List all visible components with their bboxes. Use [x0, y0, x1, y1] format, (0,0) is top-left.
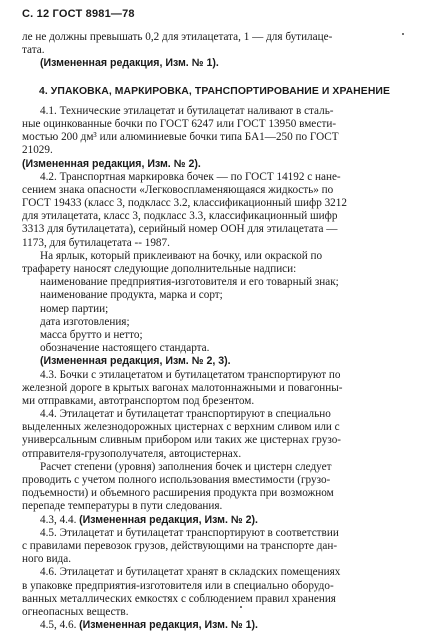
amendment-note-prefix: 4.5, 4.6.	[40, 619, 77, 632]
calculation-line: Расчет степени (уровня) заполнения бочек и цистерн следует	[40, 460, 332, 473]
label-list-item: наименование предприятия-изготовителя и его товарный знак;	[40, 276, 339, 289]
label-list-item: номер партии;	[40, 302, 109, 315]
amendment-note: (Измененная редакция, Изм. № 2).	[79, 513, 258, 526]
paragraph-4-1-line: мостью 200 дм³ или алюминиевые бочки типа БА1—250 по ГОСТ	[22, 131, 339, 144]
section-title: 4. УПАКОВКА, МАРКИРОВКА, ТРАНСПОРТИРОВАНИЕ И ХРАНЕНИЕ	[38, 85, 391, 97]
label-list-item: масса брутто и нетто;	[40, 328, 143, 341]
paragraph-4-1-line: 21029.	[22, 144, 53, 157]
paragraph-4-2-line: сением знака опасности «Легковоспламеняющаяся жидкость» по	[22, 183, 334, 196]
label-list-item: обозначение настоящего стандарта.	[40, 342, 210, 355]
paragraph-4-2-line: ГОСТ 19433 (класс 3, подкласс 3.2, классификационный шифр 3212	[22, 197, 347, 210]
text-line: ле не должны превышать 0,2 для этилацетата, 1 — для бутилаце-	[22, 31, 333, 43]
paragraph-4-2-line: 3313 для бутилацетата), серийный номер ООН для этилацетата —	[22, 223, 338, 236]
label-intro-line: трафарету наносят следующие дополнительные надписи:	[22, 263, 297, 276]
label-list-item: наименование продукта, марка и сорт;	[40, 289, 223, 302]
paragraph-4-6-line: в упаковке предприятия-изготовителя или в специально оборудо-	[22, 579, 334, 592]
paragraph-4-1-line: 4.1. Технические этилацетат и бутилацетат наливают в сталь-	[40, 104, 334, 117]
amendment-note-prefix: 4.3, 4.4.	[40, 513, 77, 526]
page-header: С. 12 ГОСТ 8981—78	[22, 8, 135, 20]
amendment-note-line	[22, 619, 407, 632]
calculation-line: проводить с учетом полного использования вместимости (грузо-	[22, 474, 331, 487]
paragraph-4-2-line: для этилацетата, класс 3, подкласс 3.3, классификационный шифр	[22, 210, 338, 223]
text-line: тата.	[22, 44, 45, 57]
paragraph-4-3-line: 4.3. Бочки с этилацетатом и бутилацетатом транспортируют по	[40, 368, 341, 381]
paragraph-4-6-line: 4.6. Этилацетат и бутилацетат хранят в складских помещениях	[40, 566, 341, 579]
paragraph-4-4-line: 4.4. Этилацетат и бутилацетат транспортируют в специально	[40, 408, 331, 421]
amendment-note: (Измененная редакция, Изм. № 1).	[40, 57, 219, 70]
paragraph-4-6-line: огнеопасных веществ.	[22, 605, 129, 618]
scan-speck	[402, 33, 404, 35]
calculation-line: перепаде температуры в пути следования.	[22, 500, 223, 513]
amendment-note: (Измененная редакция, Изм. № 2).	[22, 157, 201, 170]
paragraph-4-4-line: выделенных железнодорожных цистернах с верхним сливом или с	[22, 421, 340, 434]
paragraph-4-5-line: ного вида.	[22, 553, 72, 566]
paragraph-4-2-line: 1173, для бутилацетата -- 1987.	[22, 236, 170, 249]
calculation-line: подъемности) и объемного расширения продукта при возможном	[22, 487, 334, 500]
label-list-item: дата изготовления;	[40, 315, 130, 328]
label-intro-line: На ярлык, который приклеивают на бочку, или окраской по	[40, 249, 323, 262]
paragraph-4-5-line: с правилами перевозок грузов, действующими на транспорте дан-	[22, 539, 338, 552]
paragraph-4-3-line: ми отправками, автотранспортом под брезентом.	[22, 394, 255, 407]
amendment-note: (Измененная редакция, Изм. № 2, 3).	[40, 355, 231, 368]
paragraph-4-3-line: железной дороге в крытых вагонах малотоннажными и повагонны-	[22, 381, 343, 394]
paragraph-4-4-line: отправителя-грузополучателя, автоцистернах.	[22, 447, 242, 460]
paragraph-4-6-line: ванных металлических емкостях с соблюдением правил хранения	[22, 592, 336, 605]
paragraph-4-2-line: 4.2. Транспортная маркировка бочек — по ГОСТ 14192 с нане-	[40, 170, 341, 183]
amendment-note-line	[22, 514, 407, 527]
paragraph-4-4-line: универсальным сливным прибором или таких же цистернах грузо-	[22, 434, 342, 447]
scan-speck	[240, 606, 242, 608]
amendment-note: (Измененная редакция, Изм. № 1).	[79, 619, 258, 632]
paragraph-4-5-line: 4.5. Этилацетат и бутилацетат транспортируют в соответствии	[40, 526, 339, 539]
document-body	[22, 31, 407, 632]
paragraph-4-1-line: ные оцинкованные бочки по ГОСТ 6247 или ГОСТ 13950 вмести-	[22, 117, 337, 130]
